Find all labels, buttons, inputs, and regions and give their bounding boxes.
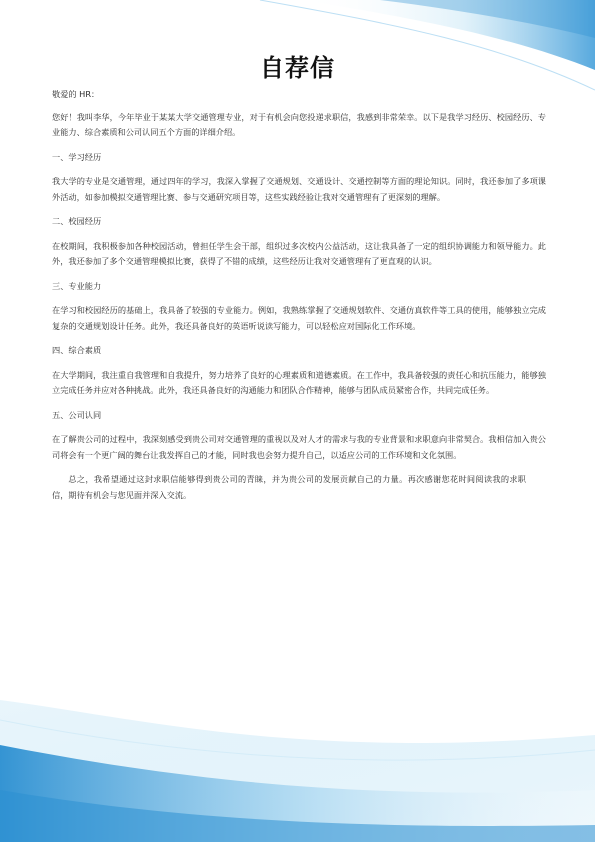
intro-paragraph: 您好！我叫李华，今年毕业于某某大学交通管理专业，对于有机会向您投递求职信，我感到非常荣幸。以下是我学习经历、校园经历、专业能力、综合素质和公司认同五个方面的详细介绍。 <box>52 111 546 137</box>
section-body-company: 在了解贵公司的过程中，我深刻感受到贵公司对交通管理的重视以及对人才的需求与我的专业背景和求职意向非常契合。我相信加入贵公司将会有一个更广阔的舞台让我发挥自己的才能，同时我也会努力提升自己，以适应公司的工作环境和文化氛围。 <box>52 434 546 460</box>
section-body-skills: 在学习和校园经历的基础上，我具备了较强的专业能力。例如，我熟练掌握了交通规划软件、交通仿真软件等工具的使用，能够独立完成复杂的交通规划设计任务。此外，我还具备良好的英语听说读写能力，可以轻松应对国际化工作环境。 <box>52 305 546 331</box>
greeting: 敬爱的 HR： <box>52 89 100 99</box>
section-heading-study: 一、学习经历 <box>52 151 102 162</box>
section-body-campus: 在校期间，我积极参加各种校园活动，曾担任学生会干部，组织过多次校内公益活动，这让我具备了一定的组织协调能力和领导能力。此外，我还参加了多个交通管理模拟比赛，获得了不错的成绩，这些经历让我对交通管理有了更直观的认识。 <box>52 240 546 266</box>
section-body-quality: 在大学期间，我注重自我管理和自我提升，努力培养了良好的心理素质和道德素质。在工作中，我具备较强的责任心和抗压能力，能够独立完成任务并应对各种挑战。此外，我还具备良好的沟通能力和团队合作精神，能够与团队成员紧密合作，共同完成任务。 <box>52 369 546 395</box>
section-body-study: 我大学的专业是交通管理，通过四年的学习，我深入掌握了交通规划、交通设计、交通控制等方面的理论知识。同时，我还参加了多项课外活动，如参加模拟交通管理比赛、参与交通研究项目等，这些实践经验让我对交通管理有了更深刻的理解。 <box>52 176 546 202</box>
section-heading-company: 五、公司认同 <box>52 409 102 420</box>
section-heading-campus: 二、校园经历 <box>52 216 102 226</box>
section-heading-quality: 四、综合素质 <box>52 345 102 355</box>
section-heading-skills: 三、专业能力 <box>52 280 102 291</box>
letter-body <box>52 87 546 503</box>
page-title: 自荐信 <box>260 54 335 82</box>
closing-paragraph: 总之，我希望通过这封求职信能够得到贵公司的青睐，并为贵公司的发展贡献自己的力量。再次感谢您花时间阅读我的求职信，期待有机会与您见面并深入交流。 <box>52 474 526 500</box>
